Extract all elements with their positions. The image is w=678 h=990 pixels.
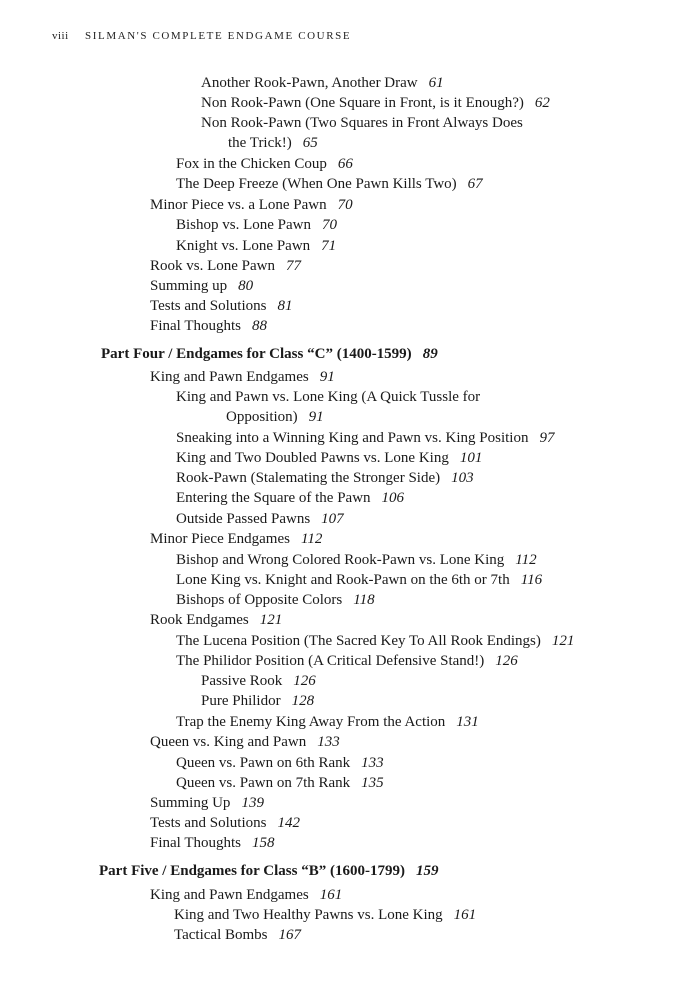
toc-entry: Fox in the Chicken Coup 66 bbox=[176, 156, 353, 172]
toc-entry: Non Rook-Pawn (One Square in Front, is it Enough?) 62 bbox=[201, 95, 550, 111]
page-number: viii bbox=[52, 30, 69, 42]
toc-entry: King and Two Healthy Pawns vs. Lone King 161 bbox=[174, 907, 477, 923]
toc-part-heading: Part Five / Endgames for Class “B” (1600-1799) 159 bbox=[99, 863, 439, 879]
toc-entry: King and Pawn vs. Lone King (A Quick Tussle for bbox=[176, 389, 481, 405]
toc-entry: Tests and Solutions 142 bbox=[150, 815, 300, 831]
toc-entry: Opposition) 91 bbox=[226, 409, 324, 425]
toc-entry: King and Pawn Endgames 91 bbox=[150, 369, 335, 385]
toc-entry: The Deep Freeze (When One Pawn Kills Two) 67 bbox=[176, 176, 483, 192]
toc-entry: Final Thoughts 158 bbox=[150, 835, 275, 851]
toc-entry: Minor Piece Endgames 112 bbox=[150, 531, 323, 547]
toc-entry: King and Two Doubled Pawns vs. Lone King 101 bbox=[176, 450, 483, 466]
toc-entry: Tests and Solutions 81 bbox=[150, 298, 293, 314]
toc-entry: The Philidor Position (A Critical Defensive Stand!) 126 bbox=[176, 653, 518, 669]
toc-entry: Non Rook-Pawn (Two Squares in Front Always Does bbox=[201, 115, 523, 131]
toc-entry: Queen vs. Pawn on 6th Rank 133 bbox=[176, 755, 384, 771]
toc-entry: Rook vs. Lone Pawn 77 bbox=[150, 258, 301, 274]
toc-entry: Summing up 80 bbox=[150, 278, 254, 294]
toc-part-heading: Part Four / Endgames for Class “C” (1400-1599) 89 bbox=[101, 346, 438, 362]
toc-entry: Passive Rook 126 bbox=[201, 673, 316, 689]
toc-entry: Queen vs. Pawn on 7th Rank 135 bbox=[176, 775, 384, 791]
toc-entry: the Trick!) 65 bbox=[228, 135, 318, 151]
toc-entry: Summing Up 139 bbox=[150, 795, 264, 811]
toc-entry: Tactical Bombs 167 bbox=[174, 927, 302, 943]
toc-entry: Rook Endgames 121 bbox=[150, 612, 283, 628]
book-title: SILMAN'S COMPLETE ENDGAME COURSE bbox=[85, 30, 352, 42]
toc-entry: Bishop vs. Lone Pawn 70 bbox=[176, 217, 337, 233]
toc-entry: Lone King vs. Knight and Rook-Pawn on the 6th or 7th 116 bbox=[176, 572, 543, 588]
toc-entry: Knight vs. Lone Pawn 71 bbox=[176, 238, 337, 254]
toc-entry: The Lucena Position (The Sacred Key To All Rook Endings) 121 bbox=[176, 633, 575, 649]
toc-entry: Queen vs. King and Pawn 133 bbox=[150, 734, 340, 750]
toc-entry: Entering the Square of the Pawn 106 bbox=[176, 490, 405, 506]
toc-entry: Trap the Enemy King Away From the Action 131 bbox=[176, 714, 479, 730]
toc-entry: Sneaking into a Winning King and Pawn vs. King Position 97 bbox=[176, 430, 555, 446]
toc-entry: Rook-Pawn (Stalemating the Stronger Side) 103 bbox=[176, 470, 474, 486]
toc-entry: Bishop and Wrong Colored Rook-Pawn vs. Lone King 112 bbox=[176, 552, 537, 568]
toc-entry: Bishops of Opposite Colors 118 bbox=[176, 592, 375, 608]
toc-entry: Outside Passed Pawns 107 bbox=[176, 511, 344, 527]
toc-entry: Minor Piece vs. a Lone Pawn 70 bbox=[150, 197, 353, 213]
toc-entry: King and Pawn Endgames 161 bbox=[150, 887, 343, 903]
toc-entry: Pure Philidor 128 bbox=[201, 693, 315, 709]
toc-entry: Another Rook-Pawn, Another Draw 61 bbox=[201, 75, 444, 91]
toc-entry: Final Thoughts 88 bbox=[150, 318, 267, 334]
